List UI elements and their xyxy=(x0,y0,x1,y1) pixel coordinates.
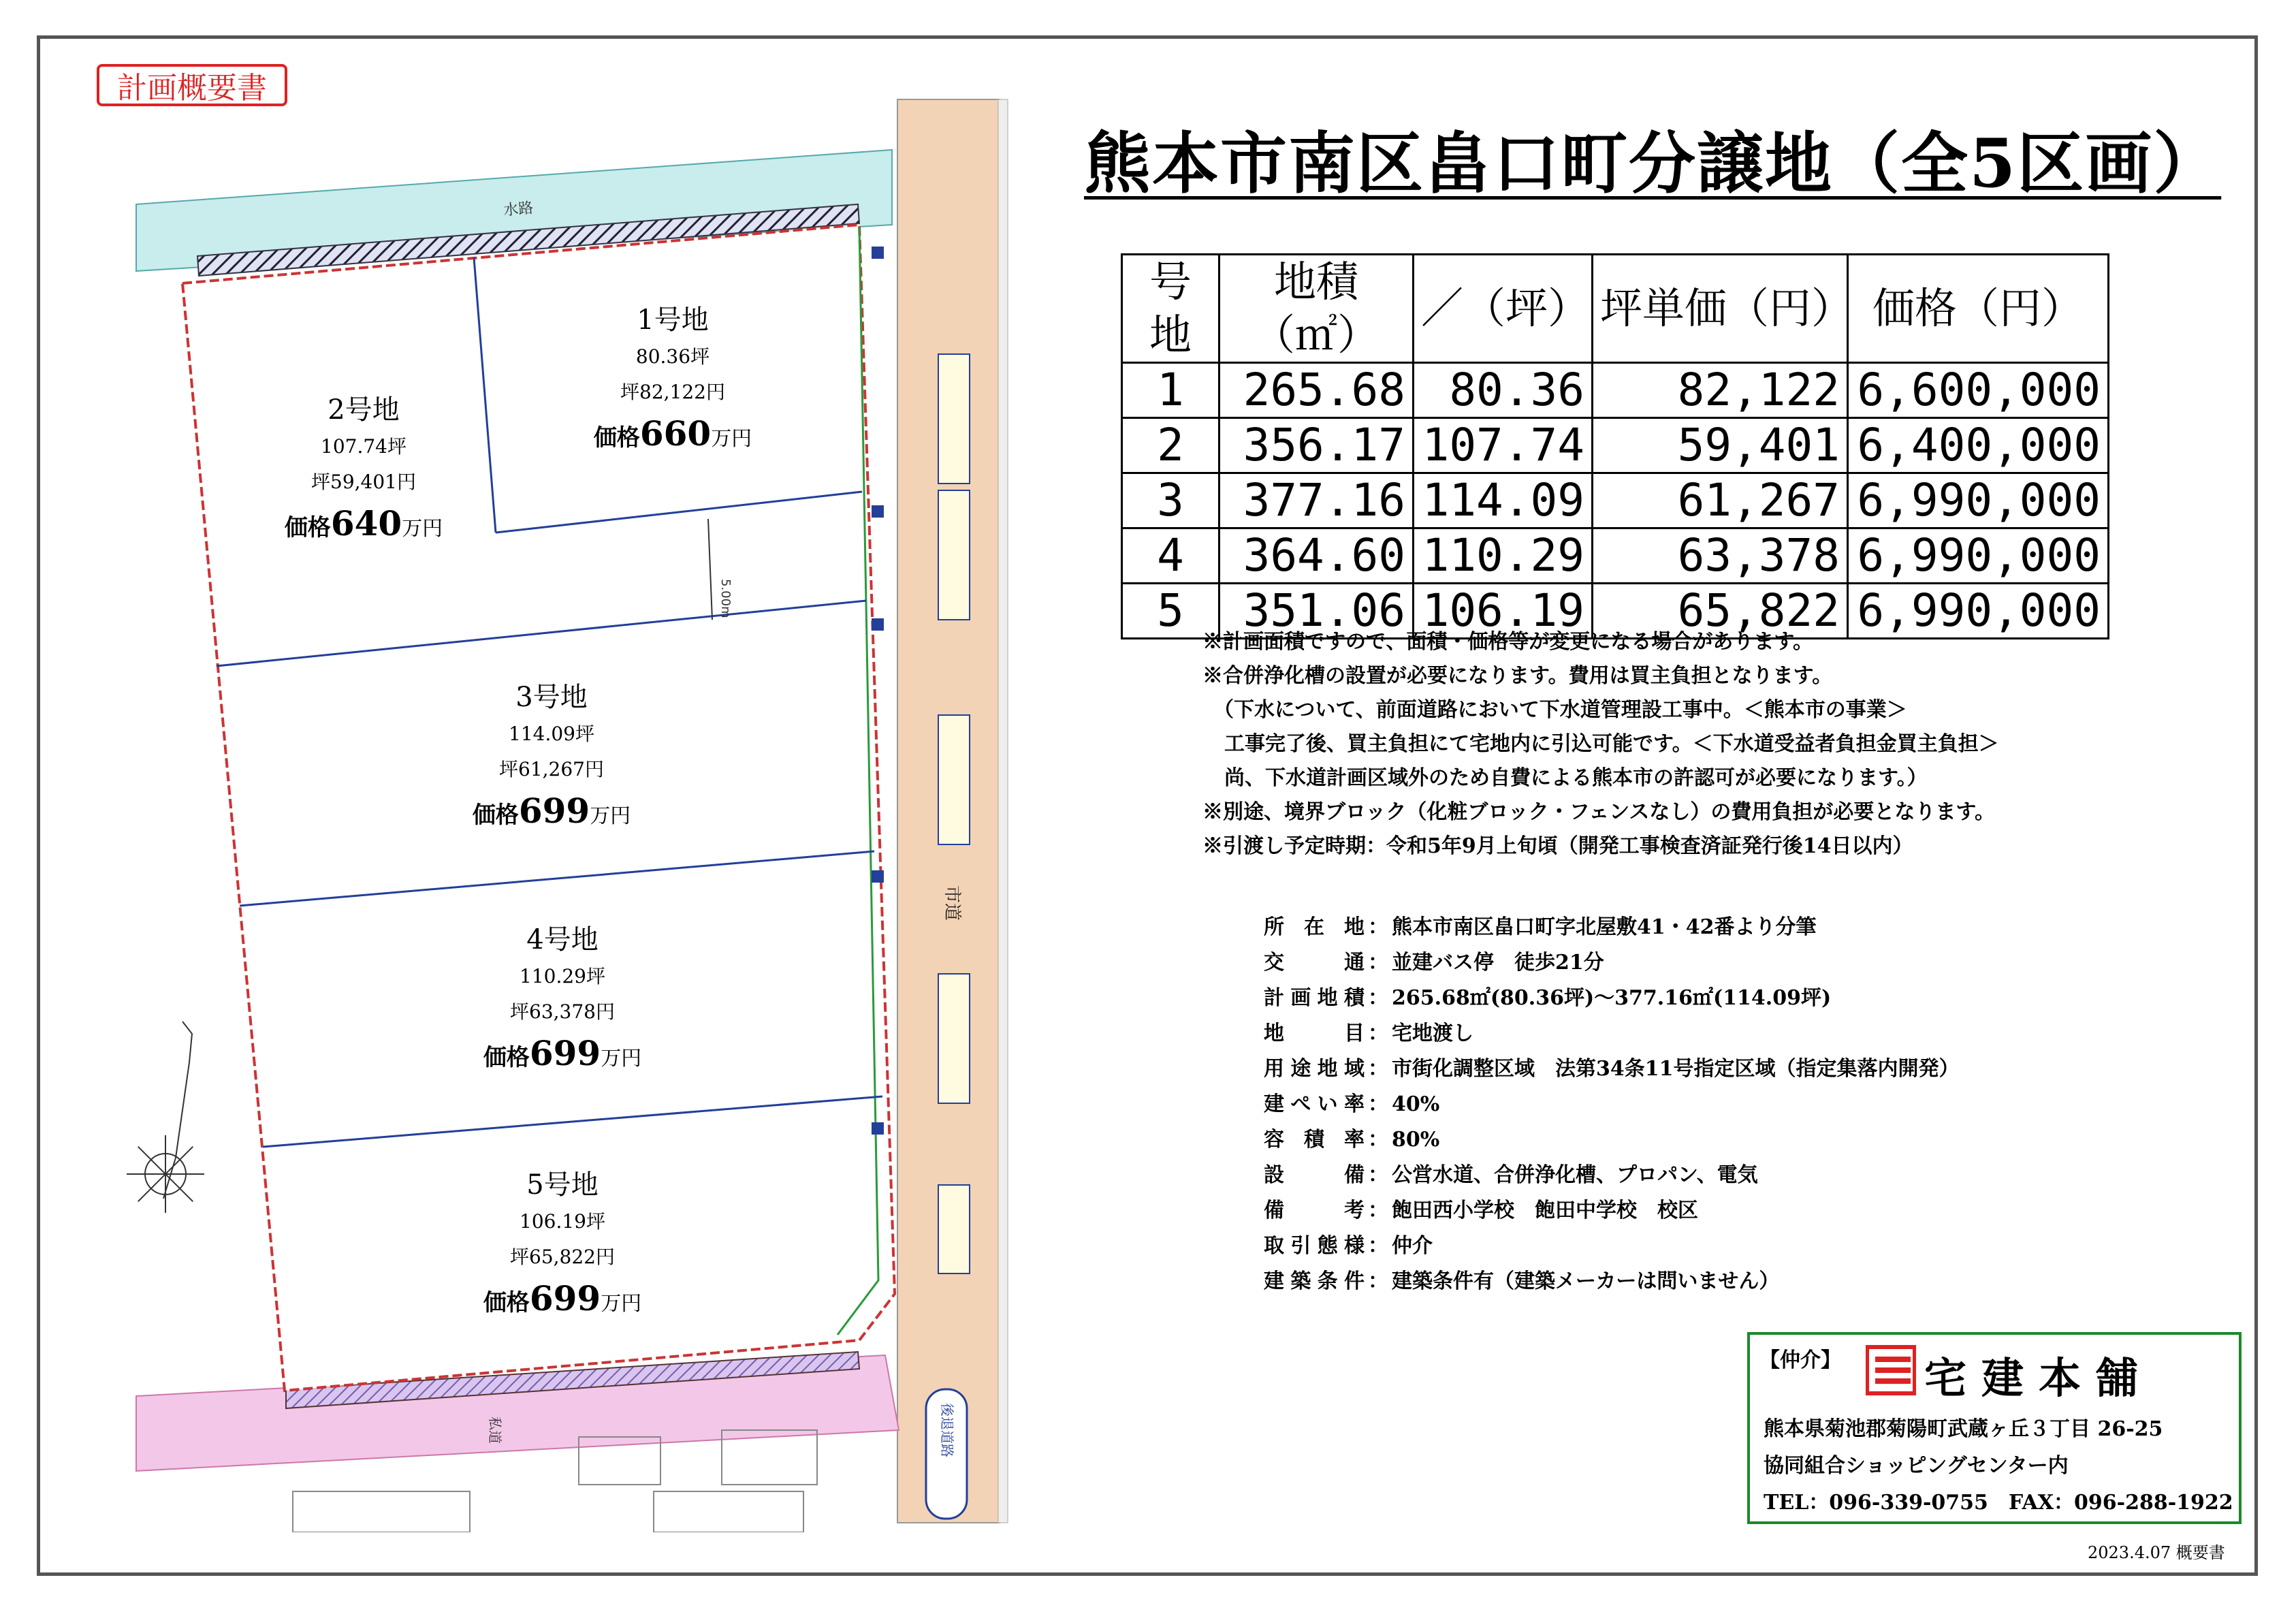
cell-area-m2: 356.17 xyxy=(1219,418,1414,473)
cell-area-tsubo: 80.36 xyxy=(1414,363,1593,418)
north-arrow xyxy=(127,1022,204,1213)
info-row: 備考 ： 飽田西小学校 飽田中学校 校区 xyxy=(1264,1193,1960,1229)
building-outline xyxy=(293,1491,470,1532)
note-line: ※別途、境界ブロック（化粧ブロック・フェンスなし）の費用負担が必要となります。 xyxy=(1202,800,1995,824)
info-key: 計画地積 xyxy=(1264,986,1365,1010)
info-key: 容積率 xyxy=(1264,1128,1365,1152)
info-row: 取引態様 ： 仲介 xyxy=(1264,1229,1960,1264)
info-row: 用途地域 ： 市街化調整区域 法第34条11号指定区域（指定集落内開発） xyxy=(1264,1051,1960,1087)
cell-unit-price: 59,401 xyxy=(1593,418,1848,473)
price-table xyxy=(1121,253,2109,639)
cell-unit-price: 65,822 xyxy=(1593,584,1848,639)
info-key: 取引態様 xyxy=(1264,1234,1365,1258)
info-key: 備考 xyxy=(1264,1199,1365,1222)
city-road-label: 市道 xyxy=(942,885,962,921)
cell-area-m2: 364.60 xyxy=(1219,528,1414,584)
broker-box xyxy=(1747,1332,2242,1524)
table-header-row xyxy=(1122,255,2109,363)
plot-3-label[interactable]: 3号地 114.09坪 坪61,267円 価格699万円 xyxy=(472,682,631,831)
offsite-work-box xyxy=(938,490,970,620)
property-info xyxy=(1264,910,1960,1299)
cell-area-tsubo: 110.29 xyxy=(1414,528,1593,584)
offsite-work-box xyxy=(938,974,970,1103)
plot-2-label[interactable]: 2号地 107.74坪 坪59,401円 価格640万円 xyxy=(284,394,443,543)
broker-tag: 【仲介】 xyxy=(1759,1348,1841,1372)
column-header: 地積（㎡） xyxy=(1219,255,1414,363)
page-title: 熊本市南区畠口町分譲地（全5区画） xyxy=(1084,125,2222,203)
info-value: 265.68㎡(80.36坪)～377.16㎡(114.09坪) xyxy=(1392,986,1832,1010)
cell-area-tsubo: 107.74 xyxy=(1414,418,1593,473)
plan-summary-stamp: 計画概要書 xyxy=(97,64,287,106)
cell-area-m2: 351.06 xyxy=(1219,584,1414,639)
info-key: 地目 xyxy=(1264,1022,1365,1045)
info-row: 交通 ： 並建バス停 徒歩21分 xyxy=(1264,945,1960,981)
cell-price: 6,400,000 xyxy=(1848,418,2109,473)
info-row: 建築条件 ： 建築条件有（建築メーカーは問いません） xyxy=(1264,1264,1960,1299)
column-header: 坪単価（円） xyxy=(1593,255,1848,363)
info-value: 公営水道、合併浄化槽、プロパン、電気 xyxy=(1392,1163,1758,1187)
info-row: 地目 ： 宅地渡し xyxy=(1264,1016,1960,1051)
note-line: ※合併浄化槽の設置が必要になります。費用は買主負担となります。 xyxy=(1202,664,1833,688)
info-key: 用途地域 xyxy=(1264,1057,1365,1081)
note-line: ※引渡し予定時期：令和5年9月上旬頃（開発工事検査済証発行後14日以内） xyxy=(1202,834,1913,858)
plot-5-label[interactable]: 5号地 106.19坪 坪65,822円 価格699万円 xyxy=(483,1169,642,1318)
cell-price: 6,600,000 xyxy=(1848,363,2109,418)
cell-unit-price: 82,122 xyxy=(1593,363,1848,418)
broker-brand: 宅建本舗 xyxy=(1924,1353,2154,1403)
offsite-work-box xyxy=(938,715,970,844)
cell-area-tsubo: 106.19 xyxy=(1414,584,1593,639)
cell-price: 6,990,000 xyxy=(1848,584,2109,639)
info-row: 建ぺい率 ： 40% xyxy=(1264,1087,1960,1122)
info-key: 交通 xyxy=(1264,951,1365,975)
table-row xyxy=(1122,473,2109,528)
info-value: 宅地渡し xyxy=(1392,1022,1473,1045)
info-key: 建築条件 xyxy=(1264,1269,1365,1293)
broker-address: 熊本県菊池郡菊陽町武蔵ヶ丘３丁目 26-25 xyxy=(1764,1417,2163,1441)
manhole-marker xyxy=(872,1122,884,1135)
note-line: ※計画面積ですので、面積・価格等が変更になる場合があります。 xyxy=(1202,630,1813,654)
info-value: 熊本市南区畠口町字北屋敷41・42番より分筆 xyxy=(1392,915,1817,939)
cell-lot: 5 xyxy=(1122,584,1219,639)
manhole-marker xyxy=(872,505,884,518)
cell-lot: 3 xyxy=(1122,473,1219,528)
info-key: 建ぺい率 xyxy=(1264,1092,1365,1116)
plot-1-label[interactable]: 1号地 80.36坪 坪82,122円 価格660万円 xyxy=(593,304,752,454)
info-value: 飽田西小学校 飽田中学校 校区 xyxy=(1392,1199,1698,1222)
table-row xyxy=(1122,363,2109,418)
info-row: 計画地積 ： 265.68㎡(80.36坪)～377.16㎡(114.09坪) xyxy=(1264,981,1960,1016)
info-value: 40% xyxy=(1392,1092,1440,1116)
info-key: 所在地 xyxy=(1264,915,1365,939)
info-value: 市街化調整区域 法第34条11号指定区域（指定集落内開発） xyxy=(1392,1057,1960,1081)
cell-area-tsubo: 114.09 xyxy=(1414,473,1593,528)
note-line: 尚、下水道計画区域外のため自費による熊本市の許認可が必要になります。） xyxy=(1224,766,1928,790)
note-line: （下水について、前面道路において下水道管理設工事中。＜熊本市の事業＞ xyxy=(1213,698,1907,722)
info-value: 80% xyxy=(1392,1128,1440,1152)
column-header: 号地 xyxy=(1122,255,1219,363)
offsite-work-box xyxy=(938,354,970,484)
info-value: 建築条件有（建築メーカーは問いません） xyxy=(1392,1269,1780,1293)
broker-logo-icon xyxy=(1866,1344,1916,1396)
cell-unit-price: 61,267 xyxy=(1593,473,1848,528)
offsite-work-box xyxy=(938,1185,970,1273)
cell-price: 6,990,000 xyxy=(1848,528,2109,584)
road-sidewalk xyxy=(998,99,1008,1523)
notes-section xyxy=(1202,625,1999,864)
cell-unit-price: 63,378 xyxy=(1593,528,1848,584)
column-header: ／（坪） xyxy=(1414,255,1593,363)
table-row xyxy=(1122,418,2109,473)
broker-contact: TEL：096-339-0755 FAX：096-288-1922 xyxy=(1764,1491,2233,1515)
info-row: 所在地 ： 熊本市南区畠口町字北屋敷41・42番より分筆 xyxy=(1264,910,1960,945)
cell-lot: 2 xyxy=(1122,418,1219,473)
cell-area-m2: 265.68 xyxy=(1219,363,1414,418)
broker-building: 協同組合ショッピングセンター内 xyxy=(1764,1454,2069,1478)
setback-road-label: 後退道路 xyxy=(939,1403,955,1457)
table-row xyxy=(1122,528,2109,584)
info-row: 容積率 ： 80% xyxy=(1264,1122,1960,1158)
broker-address-block xyxy=(1764,1411,2233,1521)
water-channel-label: 水路 xyxy=(503,200,535,219)
cell-lot: 4 xyxy=(1122,528,1219,584)
note-line: 工事完了後、買主負担にて宅地内に引込可能です。＜下水道受益者負担金買主負担＞ xyxy=(1224,732,1999,756)
cell-price: 6,990,000 xyxy=(1848,473,2109,528)
dimension-label: 5.00m xyxy=(718,579,733,618)
manhole-marker xyxy=(872,618,884,631)
column-header: 価格（円） xyxy=(1848,255,2109,363)
building-outline xyxy=(654,1491,803,1532)
manhole-marker xyxy=(872,247,884,259)
plot-4-label[interactable]: 4号地 110.29坪 坪63,378円 価格699万円 xyxy=(483,924,642,1073)
info-row: 設備 ： 公営水道、合併浄化槽、プロパン、電気 xyxy=(1264,1158,1960,1193)
manhole-marker xyxy=(872,870,884,883)
info-value: 仲介 xyxy=(1392,1234,1433,1258)
info-key: 設備 xyxy=(1264,1163,1365,1187)
cell-lot: 1 xyxy=(1122,363,1219,418)
cell-area-m2: 377.16 xyxy=(1219,473,1414,528)
footer-date: 2023.4.07 概要書 xyxy=(2088,1543,2225,1562)
private-road-label: 私道 xyxy=(487,1417,503,1444)
info-value: 並建バス停 徒歩21分 xyxy=(1392,951,1604,975)
